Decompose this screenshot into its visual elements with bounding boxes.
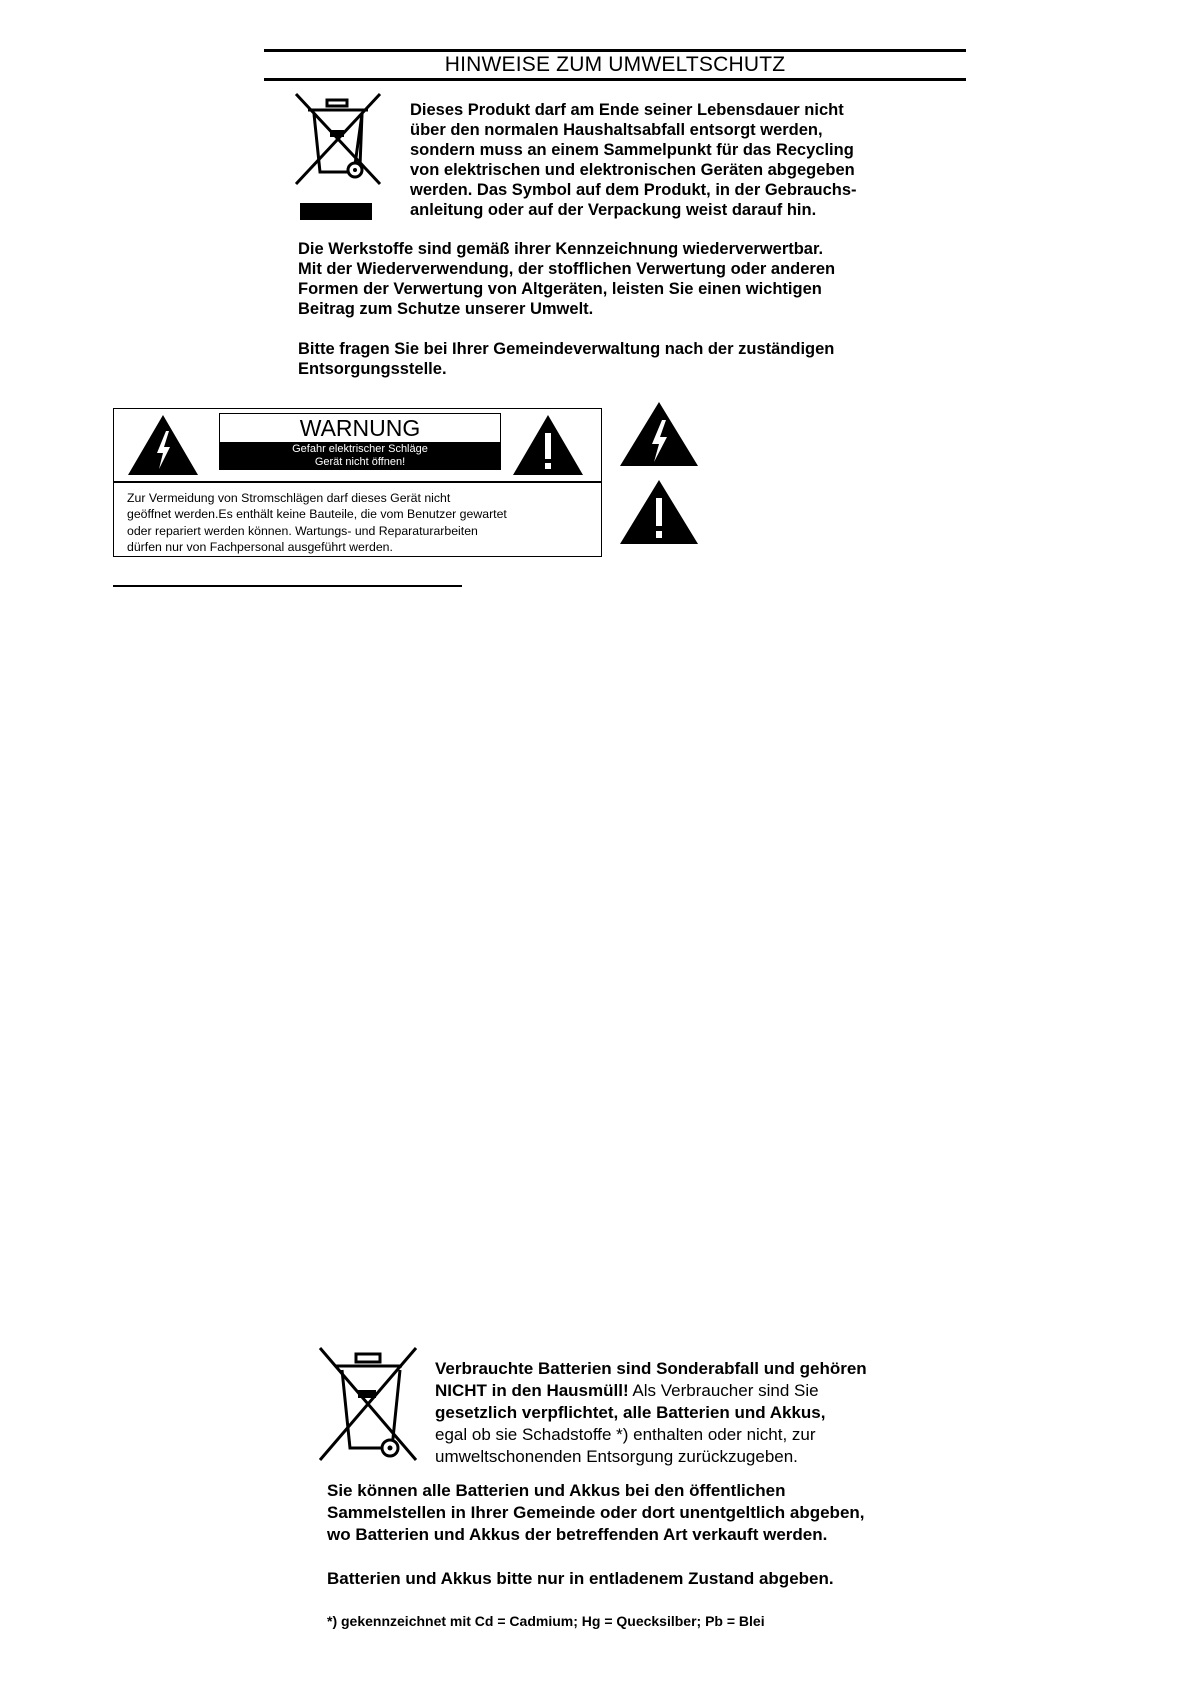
battery-collection-text	[327, 1480, 947, 1546]
text-line: Beitrag zum Schutze unserer Umwelt.	[298, 300, 594, 318]
text-line: Batterien und Akkus bitte nur in entladenem Zustand abgeben.	[327, 1569, 834, 1588]
battery-discharged-text	[327, 1568, 947, 1590]
text-run: Als Verbraucher sind Sie	[628, 1381, 819, 1400]
electric-shock-symbol-icon	[618, 400, 700, 468]
text-line: Die Werkstoffe sind gemäß ihrer Kennzeichnung wiederverwertbar.	[298, 240, 824, 258]
text-line: Dieses Produkt darf am Ende seiner Lebensdauer nicht	[410, 101, 844, 119]
title-bottom-rule	[264, 78, 966, 81]
warning-title: WARNUNG	[299, 415, 421, 441]
disposal-office-text	[298, 339, 938, 379]
text-line: Mit der Wiederverwendung, der stofflichen Verwertung oder anderen	[298, 260, 836, 278]
page-title: HINWEISE ZUM UMWELTSCHUTZ	[444, 53, 786, 76]
text-line: Bitte fragen Sie bei Ihrer Gemeindeverwaltung nach der zuständigen	[298, 340, 835, 358]
warning-subtitle	[220, 442, 500, 469]
text-line: *) gekennzeichnet mit Cd = Cadmium; Hg = Quecksilber; Pb = Blei	[327, 1613, 765, 1629]
warning-subtitle-line: Gefahr elektrischer Schläge	[292, 443, 428, 455]
exclamation-warning-icon	[511, 413, 585, 477]
text-line: egal ob sie Schadstoffe *) enthalten oder nicht, zur	[435, 1425, 816, 1444]
text-line	[435, 1380, 955, 1402]
text-line: Sie können alle Batterien und Akkus bei den öffentlichen	[327, 1481, 786, 1500]
warning-label	[219, 413, 501, 470]
electric-shock-warning-icon	[126, 413, 200, 477]
text-line: über den normalen Haushaltsabfall entsorgt werden,	[410, 121, 823, 139]
warning-subtitle-line: Gerät nicht öffnen!	[314, 456, 406, 468]
battery-disposal-text	[435, 1358, 955, 1468]
text-emphasis: NICHT in den Hausmüll!	[435, 1381, 629, 1400]
text-line: oder repariert werden können. Wartungs- und Reparaturarbeiten	[127, 523, 478, 538]
text-line: dürfen nur von Fachpersonal ausgeführt werden.	[127, 539, 393, 554]
text-line: werden. Das Symbol auf dem Produkt, in der Gebrauchs-	[410, 181, 857, 199]
crossed-wheelie-bin-icon	[294, 92, 384, 224]
warning-box	[113, 408, 602, 557]
recycling-text	[298, 239, 938, 319]
text-line: Formen der Verwertung von Altgeräten, leisten Sie einen wichtigen	[298, 280, 822, 298]
text-line: sondern muss an einem Sammelpunkt für das Recycling	[410, 141, 854, 159]
section-divider	[113, 585, 462, 587]
warning-divider	[114, 481, 601, 483]
text-line: Zur Vermeidung von Stromschlägen darf dieses Gerät nicht	[127, 491, 451, 505]
text-line: Verbrauchte Batterien sind Sonderabfall und gehören	[435, 1359, 867, 1378]
battery-footnote	[327, 1612, 947, 1630]
text-line: umweltschonenden Entsorgung zurückzugeben.	[435, 1447, 798, 1466]
crossed-battery-bin-icon	[316, 1344, 422, 1464]
text-line: wo Batterien und Akkus der betreffenden Art verkauft werden.	[327, 1525, 828, 1544]
text-line: Sammelstellen in Ihrer Gemeinde oder dort unentgeltlich abgeben,	[327, 1503, 865, 1522]
text-line: geöffnet werden.Es enthält keine Bauteile, die vom Benutzer gewartet	[127, 507, 507, 522]
text-line: gesetzlich verpflichtet, alle Batterien und Akkus,	[435, 1403, 826, 1422]
weee-disposal-text	[410, 100, 920, 220]
text-line: von elektrischen und elektronischen Geräten abgegeben	[410, 161, 855, 179]
text-line: Entsorgungsstelle.	[298, 360, 447, 378]
text-line: anleitung oder auf der Verpackung weist darauf hin.	[410, 201, 817, 219]
warning-body-text	[127, 490, 597, 555]
exclamation-symbol-icon	[618, 478, 700, 546]
